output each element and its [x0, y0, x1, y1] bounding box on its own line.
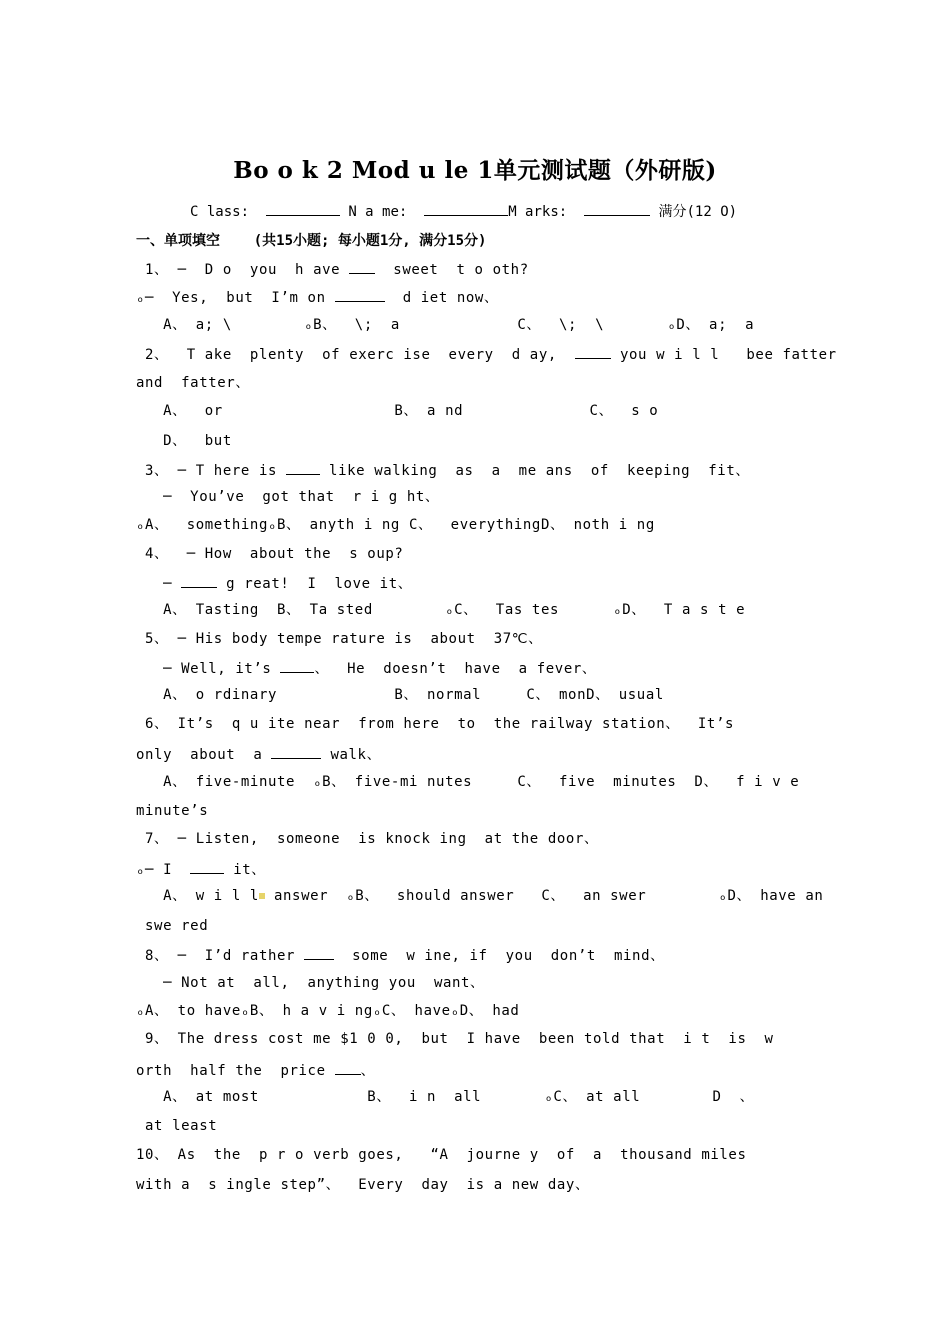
- q1-options: A、 a; \ ₒB、 \; a C、 \; \ ₒD、 a; a: [136, 317, 755, 333]
- q4-stem: 4、 ─ How about the s oup?: [136, 546, 404, 562]
- q6-options-cont: minute’s: [136, 803, 209, 819]
- q4-options: A、 Tasting B、 Ta sted ₒC、 Tas tes ₒD、 T a s t e: [136, 602, 746, 618]
- q8-options: ₒA、 to haveₒB、 h a v i ngₒC、 haveₒD、 had: [136, 1003, 520, 1019]
- q8-blank[interactable]: [304, 945, 334, 960]
- name-blank[interactable]: [424, 201, 508, 216]
- q9-options: A、 at most B、 i n all ₒC、 at all D 、: [136, 1089, 755, 1105]
- q3-reply: ─ You’ve got that r i g ht、: [136, 489, 440, 505]
- q2-blank[interactable]: [575, 344, 611, 359]
- q6-stem: 6、 It’s q u ite near from here to the railway station、 It’s: [136, 716, 735, 732]
- name-label: N a me:: [348, 204, 408, 220]
- q2-options: A、 or B、 a nd C、 s o: [136, 403, 659, 419]
- q7-options-cont: swe red: [136, 918, 209, 934]
- marks-label: M arks:: [508, 204, 568, 220]
- q6-blank[interactable]: [271, 744, 321, 759]
- q4-blank[interactable]: [181, 573, 217, 588]
- q2-stem: 2、 T ake plenty of exerc ise every d ay, you w i l l bee fatter: [136, 344, 837, 364]
- q5-reply: ─ Well, it’s 、 He doesn’t have a fever、: [136, 658, 596, 678]
- q1-stem: 1、 ─ D o you h ave sweet t o oth?: [136, 259, 529, 279]
- q7-reply: ₒ─ I it、: [136, 859, 266, 879]
- q9-options-cont: at least: [136, 1118, 218, 1134]
- q1-blank[interactable]: [349, 259, 375, 274]
- q3-options: ₒA、 somethingₒB、 anyth i ng C、 everythingD、 noth i ng: [136, 517, 655, 533]
- q1-reply: ₒ─ Yes, but I’m on d iet now、: [136, 287, 499, 307]
- q5-options: A、 o rdinary B、 normal C、 monD、 usual: [136, 687, 664, 703]
- q8-stem: 8、 ─ I’d rather some w ine, if you don’t mind、: [136, 945, 665, 965]
- q4-reply: ─ g reat! I love it、: [136, 573, 412, 593]
- class-blank[interactable]: [266, 201, 340, 216]
- q3-blank[interactable]: [286, 460, 320, 475]
- q8-reply: ─ Not at all, anything you want、: [136, 975, 485, 991]
- class-label: C lass:: [190, 204, 250, 220]
- page-title: Bo o k 2 Mod u le 1单元测试题（外研版): [233, 157, 717, 184]
- student-info-line: [190, 201, 737, 221]
- q5-stem: 5、 ─ His body tempe rature is about 37℃、: [136, 631, 543, 647]
- q10-stem: 10、 As the p r o verb goes, “A journe y of a thousand miles: [136, 1147, 747, 1163]
- q9-stem: 9、 The dress cost me $1 0 0, but I have been told that i t is w: [136, 1031, 774, 1047]
- q7-options: A、 w i l l answer ₒB、 should answer C、 an swer ₒD、 have an: [136, 888, 824, 904]
- q9-stem-cont: orth half the price 、: [136, 1060, 375, 1080]
- q1-reply-blank[interactable]: [335, 287, 385, 302]
- q10-stem-cont: with a s ingle step”、 Every day is a new day、: [136, 1177, 590, 1193]
- q9-blank[interactable]: [335, 1060, 361, 1075]
- q2-stem-cont: and fatter、: [136, 375, 250, 391]
- q5-blank[interactable]: [280, 658, 314, 673]
- q6-options: A、 five-minute ₒB、 five-mi nutes C、 five minutes D、 f i v e: [136, 774, 800, 790]
- q7-stem: 7、 ─ Listen, someone is knock ing at the door、: [136, 831, 599, 847]
- marks-blank[interactable]: [584, 201, 650, 216]
- q2-options-cont: D、 but: [136, 433, 232, 449]
- section-heading: 一、单项填空 (共15小题; 每小题1分, 满分15分): [136, 233, 487, 249]
- q7-blank[interactable]: [190, 859, 224, 874]
- q6-stem-cont: only about a walk、: [136, 744, 381, 764]
- total-score: 满分(12 O): [658, 204, 738, 220]
- q3-stem: 3、 ─ T here is like walking as a me ans of keeping fit、: [136, 460, 750, 480]
